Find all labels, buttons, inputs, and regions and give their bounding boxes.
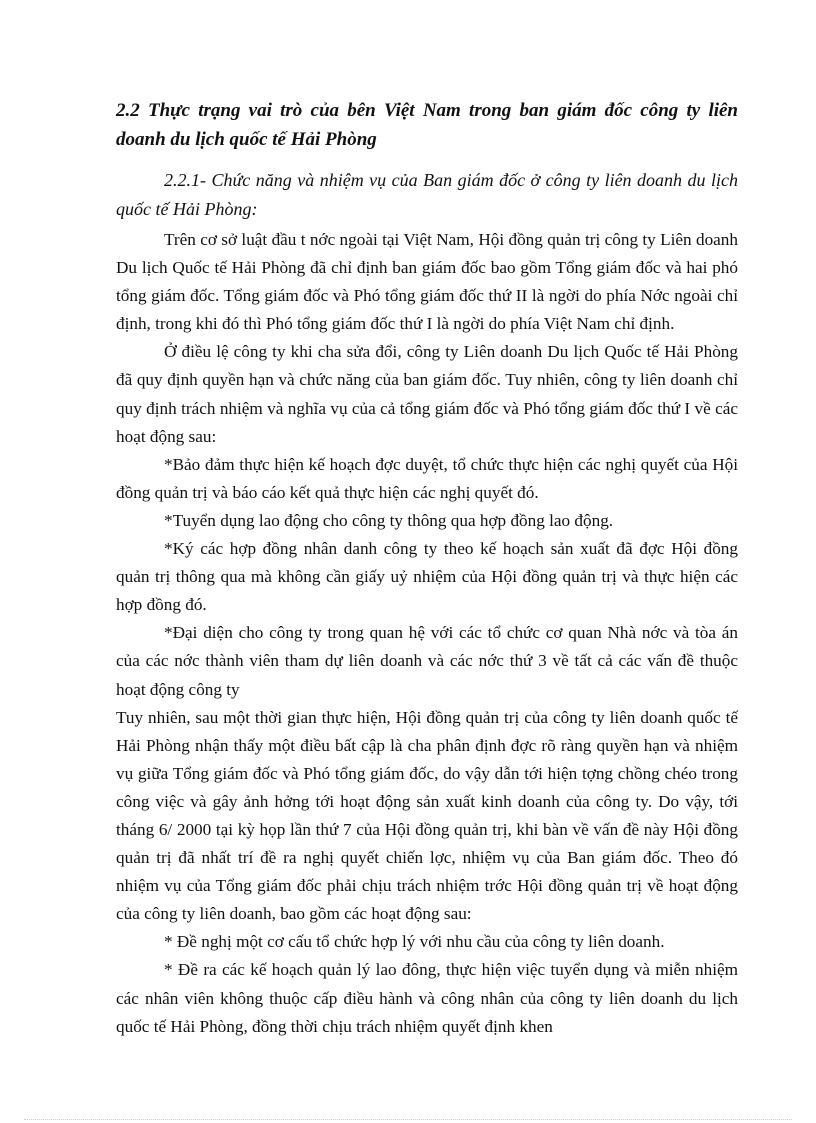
bullet-paragraph: *Đại diện cho công ty trong quan hệ với các tổ chức cơ quan Nhà nớc và tòa án của các nớc thành viên tham dự liên doanh và các nớc thứ 3 về tất cả các vấn đề thuộc hoạt động công ty: [116, 623, 738, 699]
paragraph: Trên cơ sở luật đầu t nớc ngoài tại Việt Nam, Hội đồng quản trị công ty Liên doanh Du lịch Quốc tế Hải Phòng đã chỉ định ban giám đốc bao gồm Tổng giám đốc và hai phó tổng giám đốc. Tổng giám đốc và Phó tổng giám đốc thứ II là ngời do phía Nớc ngoài chỉ định, trong khi đó thì Phó tổng giám đốc thứ I là ngời do phía Việt Nam chỉ định.: [116, 230, 738, 334]
bullet-paragraph: *Bảo đảm thực hiện kế hoạch đợc duyệt, tổ chức thực hiện các nghị quyết của Hội đồng quản trị và báo cáo kết quả thực hiện các nghị quyết đó.: [116, 454, 738, 502]
bullet-paragraph: *Ký các hợp đồng nhân danh công ty theo kế hoạch sản xuất đã đợc Hội đồng quản trị thông qua mà không cần giấy uỷ nhiệm của Hội đồng quản trị và thực hiện các hợp đồng đó.: [116, 539, 738, 615]
bullet-paragraph: *Tuyển dụng lao động cho công ty thông qua hợp đồng lao động.: [164, 510, 614, 530]
document-page: [116, 96, 738, 1041]
paragraph: Ở điều lệ công ty khi cha sửa đổi, công ty Liên doanh Du lịch Quốc tế Hải Phòng đã quy định quyền hạn và chức năng của ban giám đốc. Tuy nhiên, công ty liên doanh chỉ quy định trách nhiệm và nghĩa vụ của cả tổng giám đốc và Phó tổng giám đốc thứ I về các hoạt động sau:: [116, 342, 738, 446]
page-bottom-rule: [24, 1119, 792, 1120]
subsection-title: 2.2.1- Chức năng và nhiệm vụ của Ban giám đốc ở công ty liên doanh du lịch quốc tế Hải Phòng:: [116, 170, 738, 219]
section-title: 2.2 Thực trạng vai trò của bên Việt Nam trong ban giám đốc công ty liên doanh du lịch quốc tế Hải Phòng: [116, 100, 738, 150]
paragraph: Tuy nhiên, sau một thời gian thực hiện, Hội đồng quản trị của công ty liên doanh quốc tế Hải Phòng nhận thấy một điều bất cập là cha phân định đợc rõ ràng quyền hạn và nhiệm vụ giữa Tổng giám đốc và Phó tổng giám đốc, do vậy dẫn tới hiện tợng chồng chéo trong công việc và gây ảnh hởng tới hoạt động sản xuất kinh doanh của công ty. Do vậy, tới tháng 6/ 2000 tại kỳ họp lần thứ 7 của Hội đồng quản trị, khi bàn về vấn đề này Hội đồng quản trị đã nhất trí đề ra nghị quyết chiến lợc, nhiệm vụ của Ban giám đốc. Theo đó nhiệm vụ của Tổng giám đốc phải chịu trách nhiệm trớc Hội đồng quản trị về hoạt động của công ty liên doanh, bao gồm các hoạt động sau:: [116, 707, 738, 924]
bullet-paragraph: * Đề nghị một cơ cấu tổ chức hợp lý với nhu cầu của công ty liên doanh.: [164, 932, 665, 952]
bullet-paragraph: * Đề ra các kế hoạch quản lý lao đông, thực hiện việc tuyển dụng và miễn nhiệm các nhân viên không thuộc cấp điều hành và công nhân của công ty liên doanh du lịch quốc tế Hải Phòng, đồng thời chịu trách nhiệm quyết định khen: [116, 960, 738, 1036]
